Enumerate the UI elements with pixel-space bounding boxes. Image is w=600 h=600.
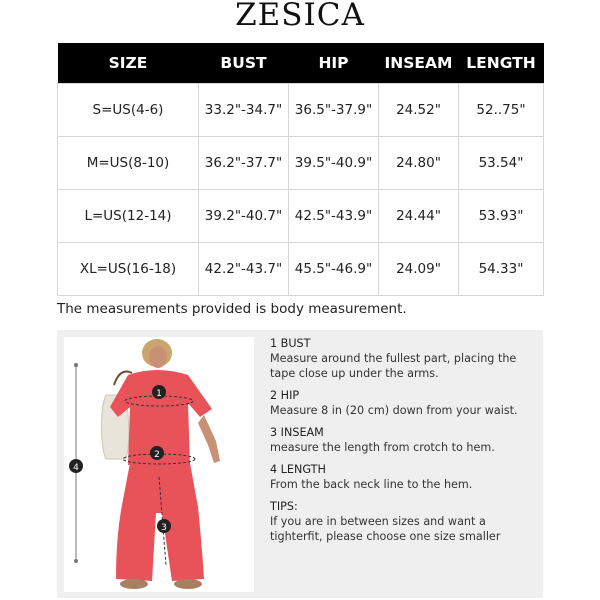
header-bust: BUST — [199, 43, 289, 84]
cell-bust: 33.2"-34.7" — [199, 84, 289, 137]
size-chart-table — [57, 43, 544, 296]
face-shape — [149, 346, 167, 368]
cell-hip: 42.5"-43.9" — [289, 190, 379, 243]
instruction-tips-title: TIPS: — [270, 500, 298, 513]
cell-hip: 45.5"-46.9" — [289, 243, 379, 296]
marker-hip-label: 2 — [154, 450, 160, 460]
instruction-bust — [270, 336, 540, 381]
cell-length: 52..75" — [459, 84, 544, 137]
cell-length: 53.93" — [459, 190, 544, 243]
marker-length-label: 4 — [73, 463, 79, 473]
cell-bust: 42.2"-43.7" — [199, 243, 289, 296]
instruction-hip — [270, 388, 540, 418]
table-row — [58, 137, 544, 190]
cell-length: 54.33" — [459, 243, 544, 296]
measurement-note: The measurements provided is body measurement. — [57, 301, 407, 317]
header-size: SIZE — [58, 43, 199, 84]
instruction-hip-text: Measure 8 in (20 cm) down from your waist. — [270, 404, 518, 417]
right-shoe-shape — [174, 579, 202, 589]
header-hip: HIP — [289, 43, 379, 84]
cell-size: M=US(8-10) — [58, 137, 199, 190]
cell-length: 53.54" — [459, 137, 544, 190]
cell-size: S=US(4-6) — [58, 84, 199, 137]
instruction-length-text: From the back neck line to the hem. — [270, 478, 473, 491]
left-shoe-shape — [120, 579, 148, 589]
header-length: LENGTH — [459, 43, 544, 84]
model-illustration — [64, 337, 254, 592]
arm-shape — [198, 415, 220, 463]
cell-size: XL=US(16-18) — [58, 243, 199, 296]
cell-inseam: 24.80" — [379, 137, 459, 190]
table-header-row — [58, 43, 544, 84]
header-inseam: INSEAM — [379, 43, 459, 84]
cell-bust: 39.2"-40.7" — [199, 190, 289, 243]
cell-hip: 39.5"-40.9" — [289, 137, 379, 190]
instruction-tips-text: If you are in between sizes and want a tighterfit, please choose one size smaller — [270, 515, 501, 543]
instruction-inseam — [270, 425, 540, 455]
instruction-bust-title: 1 BUST — [270, 337, 311, 350]
measure-guide-panel — [57, 330, 543, 598]
table-row — [58, 190, 544, 243]
marker-bust-label: 1 — [156, 389, 162, 399]
instruction-length — [270, 462, 540, 492]
length-guide-bottom — [74, 559, 78, 563]
cell-inseam: 24.09" — [379, 243, 459, 296]
marker-inseam-label: 3 — [161, 523, 167, 533]
cell-size: L=US(12-14) — [58, 190, 199, 243]
model-photo — [64, 337, 254, 592]
length-guide-top — [74, 363, 78, 367]
cell-bust: 36.2"-37.7" — [199, 137, 289, 190]
instruction-inseam-text: measure the length from crotch to hem. — [270, 441, 495, 454]
instruction-inseam-title: 3 INSEAM — [270, 426, 324, 439]
instruction-bust-text: Measure around the fullest part, placing the tape close up under the arms. — [270, 352, 517, 380]
measurement-instructions — [270, 336, 540, 551]
instruction-tips — [270, 499, 540, 544]
cell-inseam: 24.52" — [379, 84, 459, 137]
instruction-hip-title: 2 HIP — [270, 389, 300, 402]
instruction-length-title: 4 LENGTH — [270, 463, 326, 476]
table-row — [58, 243, 544, 296]
table-row — [58, 84, 544, 137]
brand-logo: ZESICA — [235, 0, 365, 33]
cell-hip: 36.5"-37.9" — [289, 84, 379, 137]
cell-inseam: 24.44" — [379, 190, 459, 243]
